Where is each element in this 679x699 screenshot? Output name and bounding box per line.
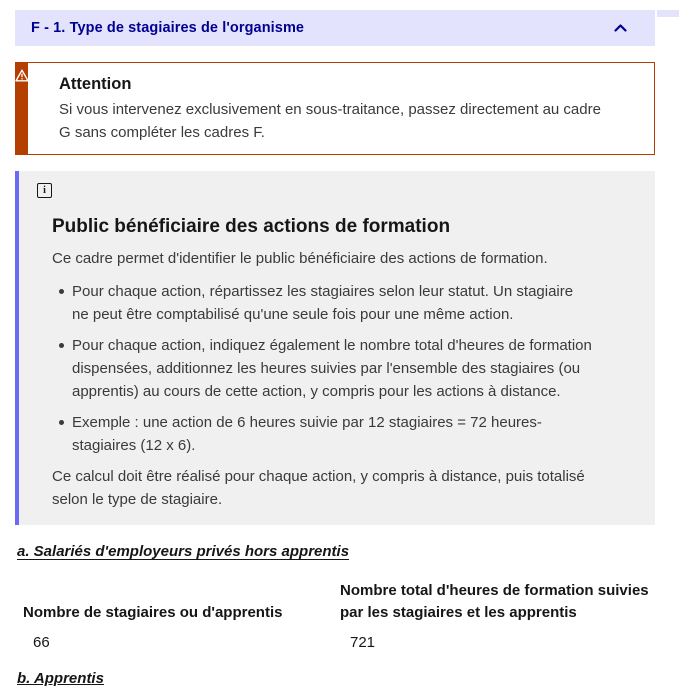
- callout-bullet: Pour chaque action, répartissez les stagiaires selon leur statut. Un stagiaire ne peut être comptabilisé qu'une seule fois pour une même action.: [72, 280, 592, 326]
- form-cadre-f1: [15, 10, 655, 687]
- info-callout: [15, 171, 655, 525]
- info-icon: i: [37, 183, 52, 198]
- callout-bullet: Exemple : une action de 6 heures suivie par 12 stagiaires = 72 heures-stagiaires (12 x 6).: [72, 411, 592, 457]
- warning-triangle-icon: [15, 69, 29, 87]
- callout-bullet-list: [52, 280, 615, 457]
- accordion-title: F - 1. Type de stagiaires de l'organisme: [31, 20, 305, 36]
- section-a-heading: a. Salariés d'employeurs privés hors apprentis: [17, 543, 350, 560]
- callout-outro: Ce calcul doit être réalisé pour chaque action, y compris à distance, puis totalisé selon le type de stagiaire.: [52, 468, 585, 508]
- field-label: Nombre total d'heures de formation suivies par les stagiaires et les apprentis: [340, 582, 649, 621]
- field-value: 66: [33, 634, 50, 651]
- callout-title: Public bénéficiaire des actions de formation: [52, 216, 451, 237]
- warning-alert-body: [28, 62, 655, 155]
- field-label: Nombre de stagiaires ou d'apprentis: [23, 604, 283, 621]
- field-nb-stagiaires: [15, 580, 340, 654]
- callout-intro: Ce cadre permet d'identifier le public bénéficiaire des actions de formation.: [52, 250, 548, 267]
- warning-alert-title: Attention: [59, 75, 132, 93]
- warning-alert: [15, 62, 655, 155]
- previous-accordion-fragment: [657, 10, 679, 17]
- field-nb-heures: [340, 580, 655, 654]
- warning-alert-stripe: [15, 62, 28, 155]
- section-a-fields: [15, 580, 655, 654]
- warning-alert-text: Si vous intervenez exclusivement en sous-traitance, passez directement au cadre G sans compléter les cadres F.: [59, 101, 601, 141]
- chevron-up-icon: [614, 24, 627, 32]
- field-value: 721: [350, 634, 376, 651]
- section-b-heading: b. Apprentis: [17, 670, 104, 687]
- accordion-header-f1[interactable]: [15, 10, 655, 46]
- callout-bullet: Pour chaque action, indiquez également le nombre total d'heures de formation dispensées, additionnez les heures suivies par l'ensemble des stagiaires (ou apprentis) au cours de cette action, y compris pour les actions à distance.: [72, 334, 592, 403]
